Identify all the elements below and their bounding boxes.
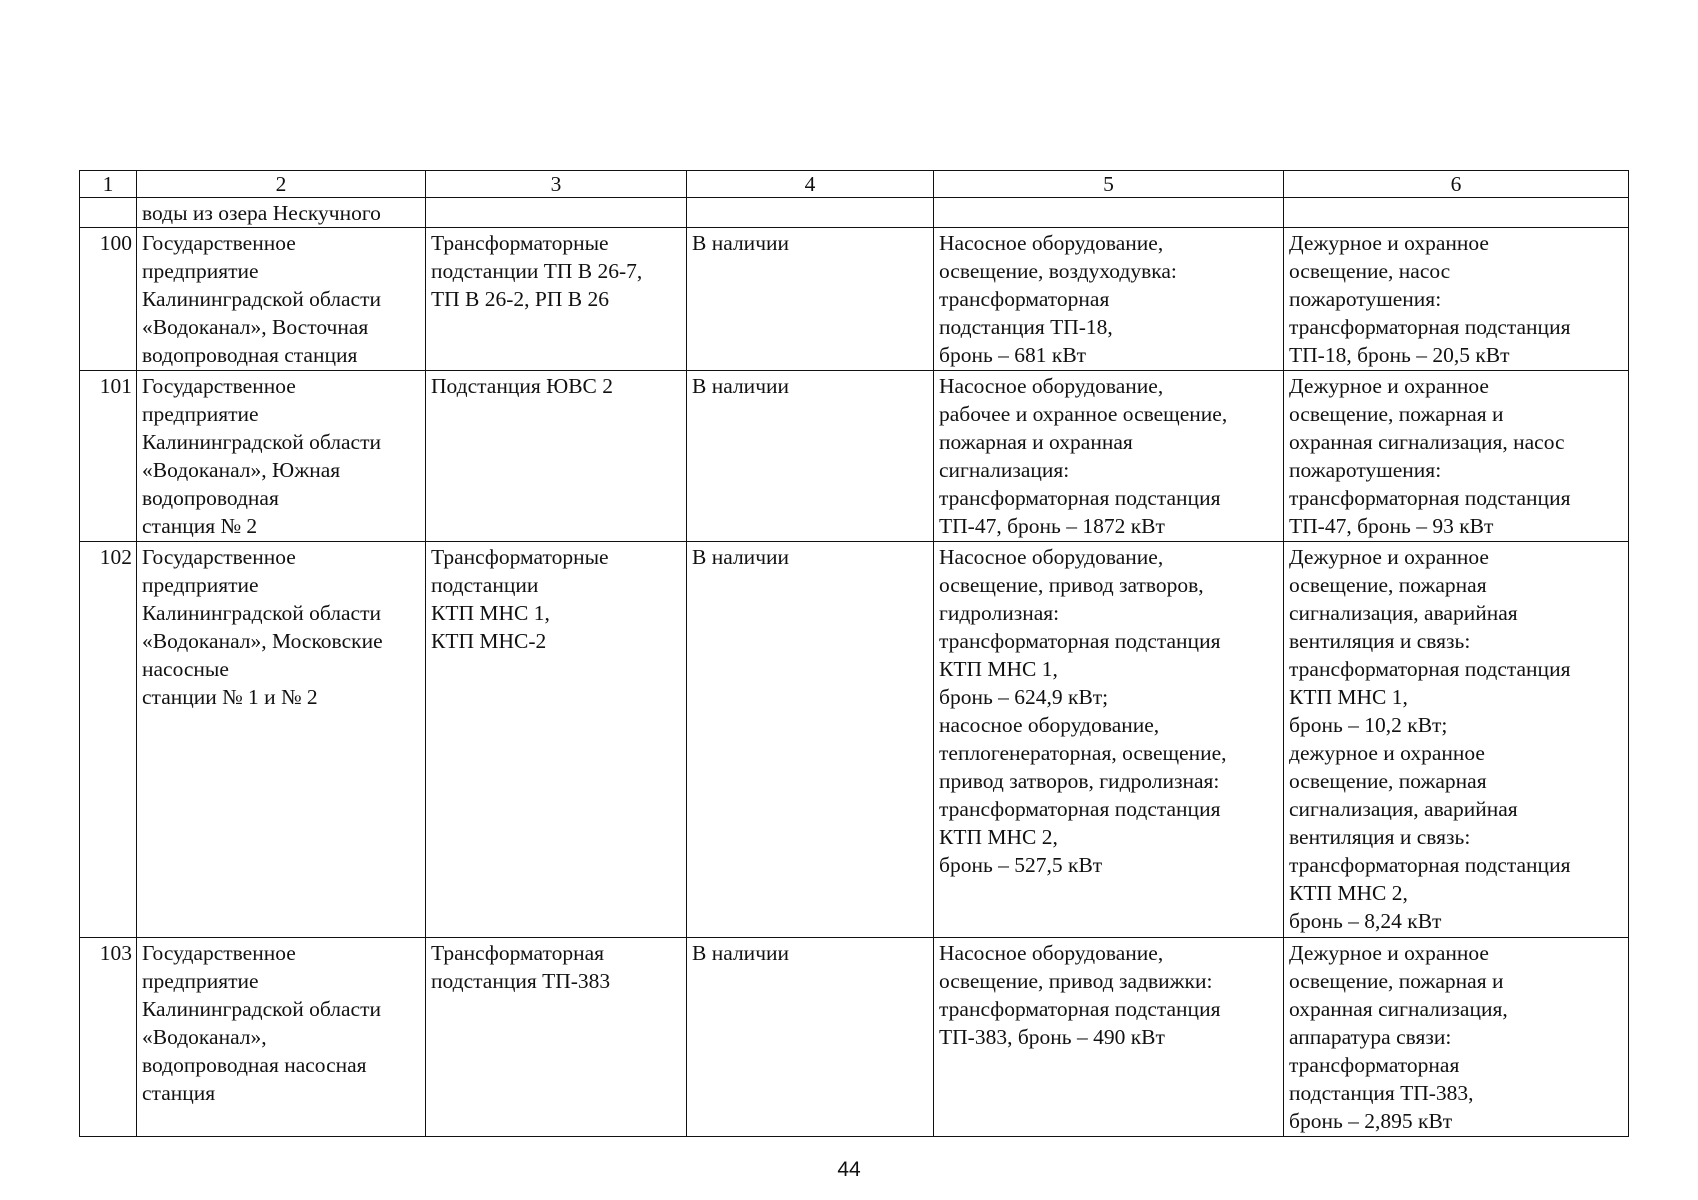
continuation-cell-1 xyxy=(80,198,137,228)
row-number: 102 xyxy=(80,542,137,938)
organization-cell: Государственное предприятие Калининградской области «Водоканал», Московские насосные станции № 1 и № 2 xyxy=(137,542,426,938)
header-cell-6: 6 xyxy=(1284,171,1629,198)
header-cell-3: 3 xyxy=(426,171,687,198)
continuation-cell-2: воды из озера Нескучного xyxy=(137,198,426,228)
power-source-cell: Трансформаторные подстанции КТП МНС 1, КТП МНС-2 xyxy=(426,542,687,938)
header-cell-2: 2 xyxy=(137,171,426,198)
organization-cell: Государственное предприятие Калининградской области «Водоканал», Южная водопроводная станция № 2 xyxy=(137,371,426,542)
row-number: 101 xyxy=(80,371,137,542)
header-cell-5: 5 xyxy=(934,171,1284,198)
organization-cell: Государственное предприятие Калининградской области «Водоканал», Восточная водопроводная станция xyxy=(137,228,426,371)
power-supply-table xyxy=(79,170,1629,1137)
emergency-load-cell: Дежурное и охранное освещение, насос пожаротушения: трансформаторная подстанция ТП-18, бронь – 20,5 кВт xyxy=(1284,228,1629,371)
power-source-cell: Трансформаторная подстанция ТП-383 xyxy=(426,938,687,1137)
availability-cell: В наличии xyxy=(687,938,934,1137)
table-row xyxy=(80,542,1629,938)
power-source-cell: Трансформаторные подстанции ТП В 26-7, ТП В 26-2, РП В 26 xyxy=(426,228,687,371)
emergency-load-cell: Дежурное и охранное освещение, пожарная и охранная сигнализация, аппаратура связи: трансформаторная подстанция ТП-383, бронь – 2,895 кВт xyxy=(1284,938,1629,1137)
availability-cell: В наличии xyxy=(687,542,934,938)
table-row xyxy=(80,371,1629,542)
continuation-row xyxy=(80,198,1629,228)
continuation-cell-3 xyxy=(426,198,687,228)
emergency-load-cell: Дежурное и охранное освещение, пожарная и охранная сигнализация, насос пожаротушения: трансформаторная подстанция ТП-47, бронь – 93 кВт xyxy=(1284,371,1629,542)
equipment-cell: Насосное оборудование, освещение, воздуходувка: трансформаторная подстанция ТП-18, бронь – 681 кВт xyxy=(934,228,1284,371)
equipment-cell: Насосное оборудование, освещение, привод затворов, гидролизная: трансформаторная подстанция КТП МНС 1, бронь – 624,9 кВт; насосное оборудование, теплогенераторная, освещение, привод затворов, гидролизная: трансформаторная подстанция КТП МНС 2, бронь – 527,5 кВт xyxy=(934,542,1284,938)
row-number: 103 xyxy=(80,938,137,1137)
emergency-load-cell: Дежурное и охранное освещение, пожарная сигнализация, аварийная вентиляция и связь: трансформаторная подстанция КТП МНС 1, бронь – 10,2 кВт; дежурное и охранное освещение, пожарная сигнализация, аварийная вентиляция и связь: трансформаторная подстанция КТП МНС 2, бронь – 8,24 кВт xyxy=(1284,542,1629,938)
header-cell-4: 4 xyxy=(687,171,934,198)
header-cell-1: 1 xyxy=(80,171,137,198)
availability-cell: В наличии xyxy=(687,371,934,542)
page-number: 44 xyxy=(837,1158,861,1181)
equipment-cell: Насосное оборудование, рабочее и охранное освещение, пожарная и охранная сигнализация: трансформаторная подстанция ТП-47, бронь – 1872 кВт xyxy=(934,371,1284,542)
row-number: 100 xyxy=(80,228,137,371)
continuation-cell-6 xyxy=(1284,198,1629,228)
continuation-cell-5 xyxy=(934,198,1284,228)
continuation-cell-4 xyxy=(687,198,934,228)
organization-cell: Государственное предприятие Калининградской области «Водоканал», водопроводная насосная станция xyxy=(137,938,426,1137)
table-row xyxy=(80,938,1629,1137)
table-row xyxy=(80,228,1629,371)
equipment-cell: Насосное оборудование, освещение, привод задвижки: трансформаторная подстанция ТП-383, бронь – 490 кВт xyxy=(934,938,1284,1137)
availability-cell: В наличии xyxy=(687,228,934,371)
power-source-cell: Подстанция ЮВС 2 xyxy=(426,371,687,542)
table-header-row xyxy=(80,171,1629,198)
